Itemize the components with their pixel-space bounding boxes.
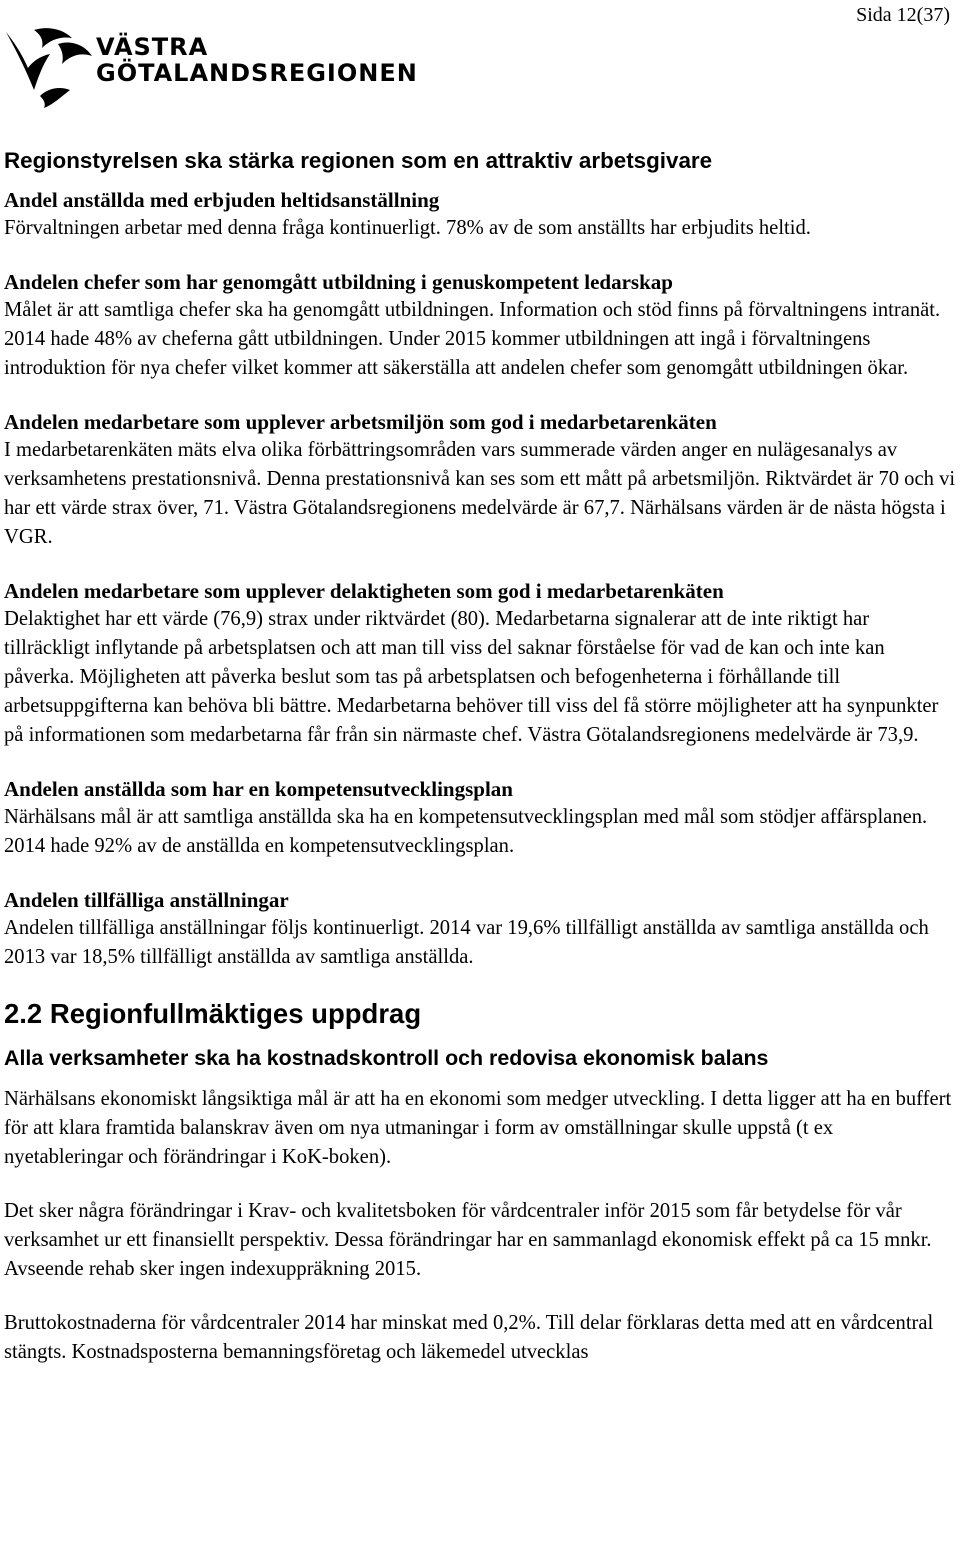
block-heading: Andelen anställda som har en kompetensutvecklingsplan — [4, 777, 513, 801]
block-heading: Andelen tillfälliga anställningar — [4, 888, 289, 912]
block-kompetens — [4, 775, 956, 861]
section2-subtitle: Alla verksamheter ska ha kostnadskontroll och redovisa ekonomisk balans — [4, 1046, 769, 1070]
block-text: Närhälsans mål är att samtliga anställda ska ha en kompetensutvecklingsplan med mål som stödjer affärsplanen. 2014 hade 92% av de anställda en kompetensutvecklingsplan. — [4, 806, 928, 857]
block-delaktighet — [4, 577, 956, 750]
vgr-logo-icon — [4, 26, 94, 110]
logo-line2: GÖTALANDSREGIONEN — [96, 59, 418, 87]
block-heading: Andelen chefer som har genomgått utbildning i genuskompetent ledarskap — [4, 270, 673, 294]
page-number: Sida 12(37) — [856, 4, 950, 26]
block-heltid — [4, 186, 956, 243]
paragraph — [4, 1085, 956, 1172]
paragraph — [4, 1197, 956, 1284]
block-heading: Andel anställda med erbjuden heltidsanställning — [4, 188, 440, 212]
paragraph-text: Bruttokostnaderna för vårdcentraler 2014 har minskat med 0,2%. Till delar förklaras detta med att en vårdcentral stängts. Kostnadsposterna bemanningsföretag och läkemedel utvecklas — [4, 1312, 934, 1363]
block-tillfalliga — [4, 886, 956, 972]
block-text: I medarbetarenkäten mäts elva olika förbättringsområden vars summerade värden anger en nulägesanalys av verksamhetens prestationsnivå. Denna prestationsnivå kan ses som ett mått på arbetsmiljön. Riktvärdet är 70 och vi har ett värde strax över, 71. Västra Götalandsregionens medelvärde är 67,7. Närhälsans värden är de nästa högsta i VGR. — [4, 439, 956, 548]
paragraph — [4, 1309, 956, 1367]
logo-line1: VÄSTRA — [96, 33, 209, 61]
block-heading: Andelen medarbetare som upplever arbetsmiljön som god i medarbetarenkäten — [4, 410, 717, 434]
block-text: Delaktighet har ett värde (76,9) strax under riktvärdet (80). Medarbetarna signalerar att de inte riktigt har tillräckligt inflytande på arbetsplatsen och att man till viss del saknar förståelse för vad de kan och inte kan påverka. Möjligheten att påverka beslut som tas på arbetsplatsen och befogenheterna i förhållande till arbetsuppgifterna kan behöva bli bättre. Medarbetarna behöver till viss del få större möjligheter att ha synpunkter på informationen som medarbetarna får från sin närmaste chef. Västra Götalandsregionens medelvärde är 73,9. — [4, 608, 939, 746]
logo-text — [96, 34, 418, 86]
block-genus — [4, 268, 956, 383]
section-title: Regionstyrelsen ska stärka regionen som en attraktiv arbetsgivare — [4, 148, 713, 173]
paragraph-text: Det sker några förändringar i Krav- och kvalitetsboken för vårdcentraler inför 2015 som får betydelse för vår verksamhet ur ett finansiellt perspektiv. Dessa förändringar har en sammanlagd ekonomisk effekt på ca 15 mnkr. Avseende rehab sker ingen indexuppräkning 2015. — [4, 1200, 932, 1280]
block-arbetsmiljo — [4, 408, 956, 552]
document-body — [4, 146, 956, 1392]
block-text: Andelen tillfälliga anställningar följs kontinuerligt. 2014 var 19,6% tillfälligt anställda av samtliga anställda och 2013 var 18,5% tillfälligt anställda av samtliga anställda. — [4, 917, 929, 968]
block-heading: Andelen medarbetare som upplever delaktigheten som god i medarbetarenkäten — [4, 579, 724, 603]
paragraph-text: Närhälsans ekonomiskt långsiktiga mål är att ha en ekonomi som medger utveckling. I detta ligger att ha en buffert för att klara framtida balanskrav även om nya utmaningar i form av omställningar skulle uppstå (t ex nyetableringar och förändringar i KoK-boken). — [4, 1088, 952, 1168]
section2-title: 2.2 Regionfullmäktiges uppdrag — [4, 998, 422, 1029]
logo — [4, 22, 418, 110]
block-text: Målet är att samtliga chefer ska ha genomgått utbildningen. Information och stöd finns på förvaltningens intranät. 2014 hade 48% av cheferna gått utbildningen. Under 2015 kommer utbildningen att ingå i förvaltningens introduktion för nya chefer vilket kommer att säkerställa att andelen chefer som genomgått utbildningen ökar. — [4, 299, 941, 379]
block-text: Förvaltningen arbetar med denna fråga kontinuerligt. 78% av de som anställts har erbjudits heltid. — [4, 217, 811, 239]
